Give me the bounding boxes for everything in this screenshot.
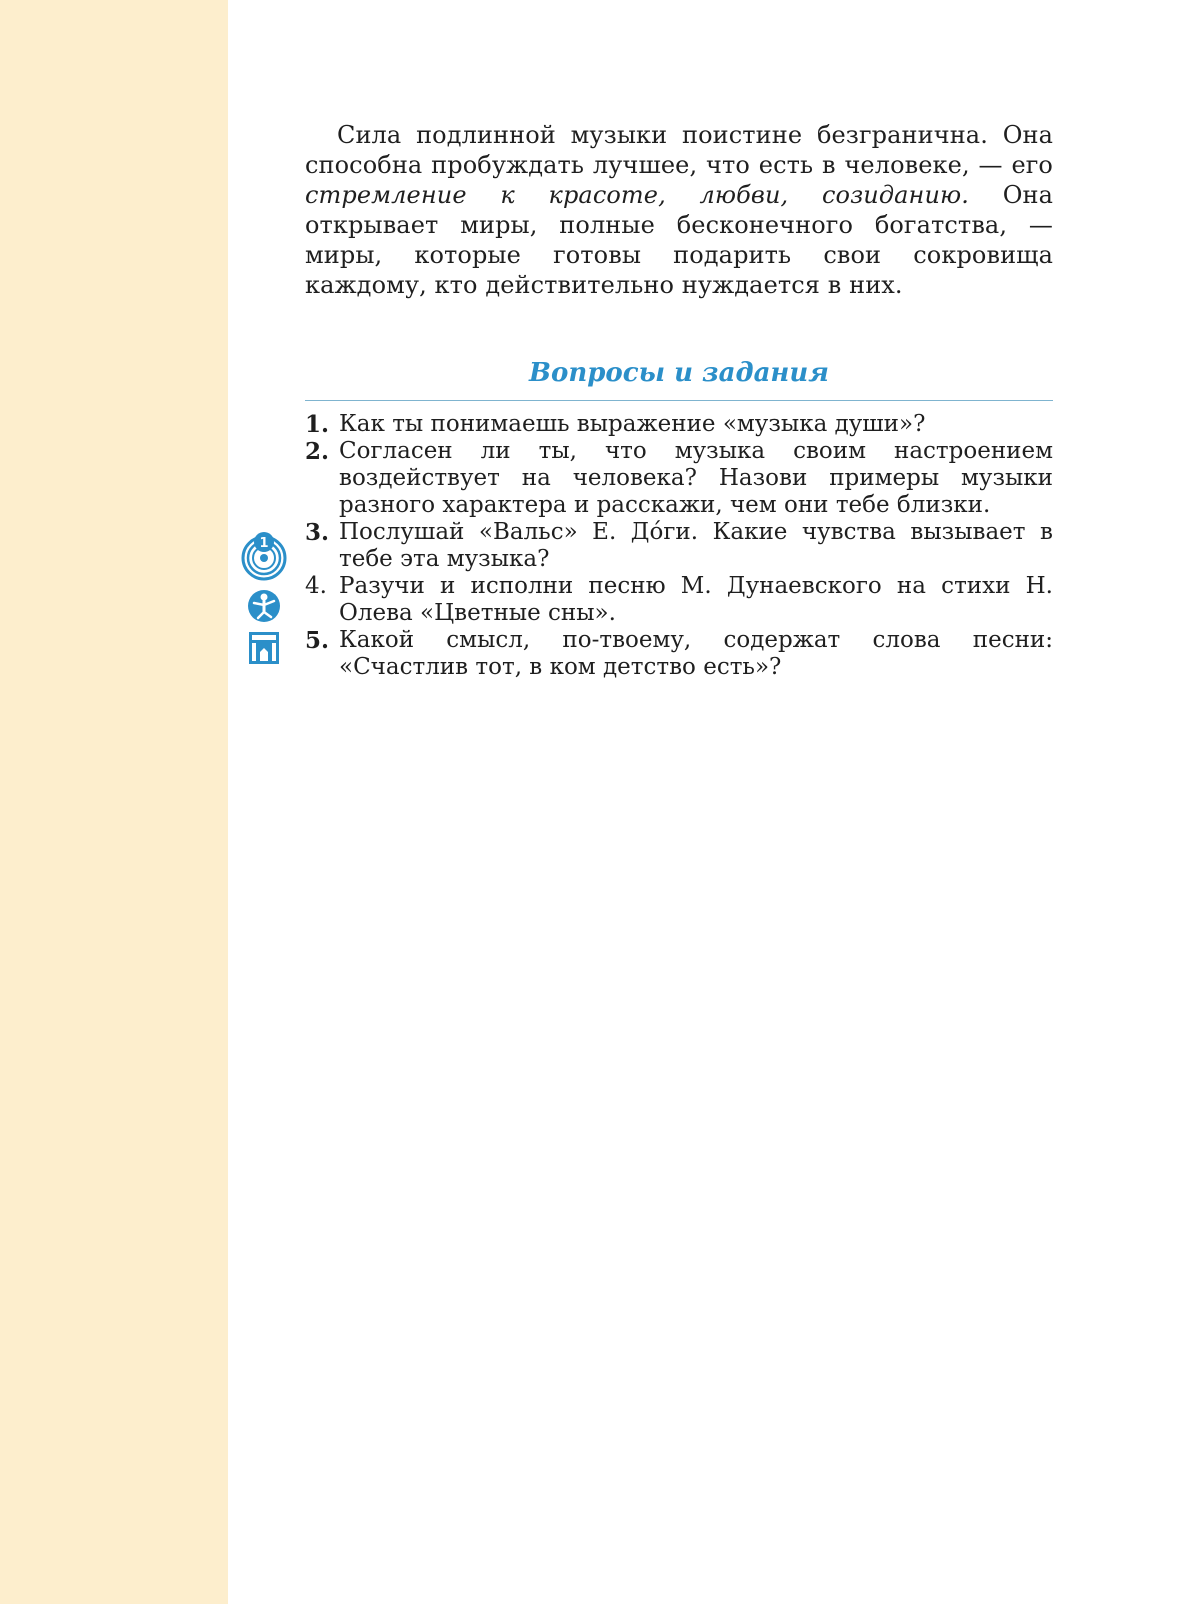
audio-disc-icon (240, 530, 288, 582)
question-text: Как ты понимаешь выражение «музыка души»? (339, 411, 926, 437)
singing-icon (240, 586, 288, 626)
question-text: Послушай «Вальс» Е. До́ги. Какие чувства вызывает в тебе эта музыка? (339, 519, 1053, 572)
stage-icon (240, 628, 288, 668)
question-number: 1. (305, 411, 330, 438)
question-number: 3. (305, 519, 330, 546)
page-margin-strip (0, 0, 228, 1604)
section-title: Вопросы и задания (529, 358, 829, 388)
question-text: Какой смысл, по-твоему, содержат слова песни: «Счастлив тот, в ком детство есть»? (339, 627, 1053, 680)
intro-emphasis: стремление к красоте, любви, созиданию. (305, 181, 969, 209)
question-item-4 (305, 573, 1053, 627)
intro-paragraph (305, 120, 1053, 300)
section-divider (305, 400, 1053, 401)
question-item-5 (305, 627, 1053, 681)
question-item-2 (305, 438, 1053, 519)
question-number: 5. (305, 627, 330, 654)
question-text: Разучи и исполни песню М. Дунаевского на стихи Н. Олева «Цветные сны». (339, 573, 1053, 626)
intro-text-end: Она открывает миры, полные бесконечного богатства, — миры, которые готовы подарить свои сокровища каждому, кто действительно нуждается в них. (305, 181, 1053, 299)
question-item-3 (305, 519, 1053, 573)
question-text: Согласен ли ты, что музыка своим настроением воздействует на человека? Назови примеры музыки разного характера и расскажи, чем они тебе близки. (339, 438, 1053, 518)
disc-number: 1 (259, 536, 269, 551)
question-number: 4. (305, 573, 327, 599)
intro-text-start: Сила подлинной музыки поистине безгранична. Она способна пробуждать лучшее, что есть в человеке, — его (305, 121, 1053, 179)
question-item-1 (305, 411, 1053, 438)
questions-list (305, 411, 1053, 681)
question-number: 2. (305, 438, 330, 465)
text-column (305, 120, 1053, 681)
margin-icons (240, 530, 288, 668)
